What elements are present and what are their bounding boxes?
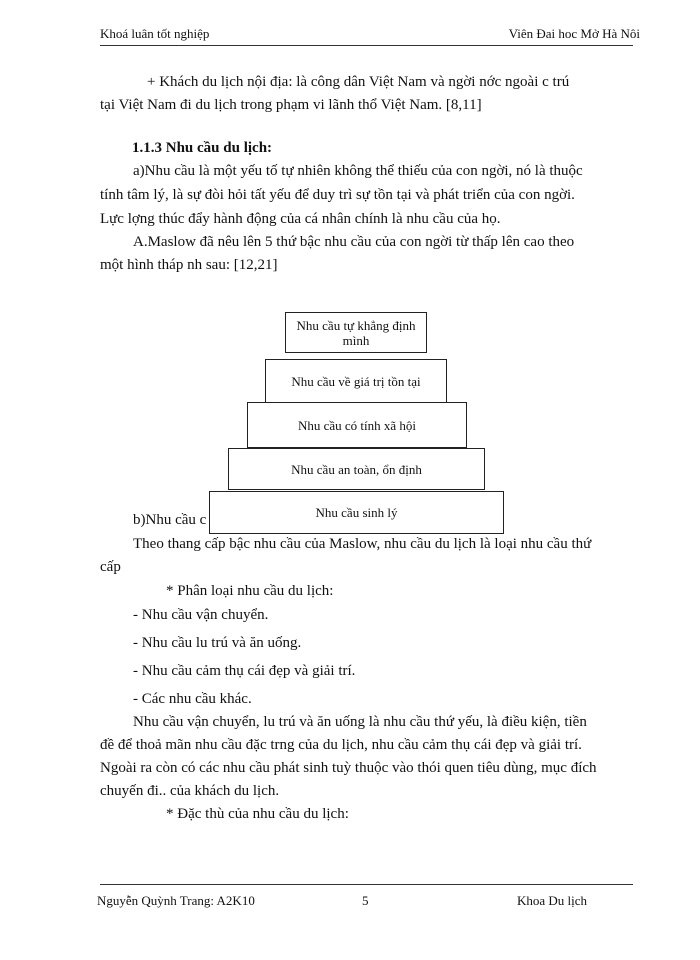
special-heading: * Đặc thù của nhu cầu du lịch: [166, 806, 349, 822]
pyramid-level-safety: Nhu cầu an toàn, ổn định [228, 448, 485, 490]
classify-heading: * Phân loại nhu cầu du lịch: [166, 583, 334, 599]
footer-rule [100, 884, 633, 885]
para-c-line-1: Nhu cầu vận chuyển, lu trú và ăn uống là nhu cầu thứ yếu, là điều kiện, tiền [133, 714, 587, 730]
header-right: Viên Đai hoc Mở Hà Nôi [508, 26, 640, 41]
pyramid-level-physiological: Nhu cầu sinh lý [209, 491, 504, 534]
para-a-line-1: a)Nhu cầu là một yếu tố tự nhiên không thể thiếu của con ngời, nó là thuộc [133, 163, 583, 179]
para-c-line-3: Ngoài ra còn có các nhu cầu phát sinh tuỳ thuộc vào thói quen tiêu dùng, mục đích [100, 760, 597, 776]
footer-author: Nguyễn Quỳnh Trang: A2K10 [97, 893, 255, 908]
need-item-3: - Nhu cầu cảm thụ cái đẹp và giải trí. [133, 663, 356, 679]
para-c-line-4: chuyến đi.. của khách du lịch. [100, 783, 280, 799]
need-item-2: - Nhu cầu lu trú và ăn uống. [133, 635, 302, 651]
para-a-line-2: tính tâm lý, là sự đòi hỏi tất yếu để duy trì sự tồn tại và phát triển của con ngời. [100, 187, 575, 203]
para-b-line-1: b)Nhu cầu c [133, 512, 207, 528]
need-item-1: - Nhu cầu vận chuyển. [133, 607, 269, 623]
para-c-line-2: đề để thoả mãn nhu cầu đặc trng của du lịch, nhu cầu cảm thụ cái đẹp và giải trí. [100, 737, 582, 753]
header-rule [100, 45, 633, 46]
para-maslow-line-2: một hình tháp nh sau: [12,21] [100, 257, 278, 273]
pyramid-level-social: Nhu cầu có tính xã hội [247, 402, 467, 448]
header-left: Khoá luân tốt nghiệp [100, 26, 210, 41]
para-maslow-line-1: A.Maslow đã nêu lên 5 thứ bậc nhu cầu của con ngời từ thấp lên cao theo [133, 234, 575, 250]
need-item-4: - Các nhu cầu khác. [133, 691, 252, 707]
footer-page-number: 5 [362, 893, 369, 908]
para-b-line-3: cấp [100, 559, 121, 575]
pyramid-level-esteem: Nhu cầu về giá trị tồn tại [265, 359, 447, 404]
para-a-line-3: Lực lợng thúc đẩy hành động của cá nhân chính là nhu cầu của họ. [100, 211, 501, 227]
section-heading: 1.1.3 Nhu cầu du lịch: [132, 140, 273, 156]
pyramid-level-self-actualization: Nhu cầu tự khẳng định mình [285, 312, 427, 353]
bullet-plus-line-1: + Khách du lịch nội địa: là công dân Việt Nam và ngời nớc ngoài c trú [147, 74, 570, 90]
footer-faculty: Khoa Du lịch [517, 893, 588, 908]
para-b-line-2: Theo thang cấp bậc nhu cầu của Maslow, nhu cầu du lịch là loại nhu cầu thứ [133, 536, 592, 552]
bullet-plus-line-2: tại Việt Nam đi du lịch trong phạm vi lãnh thổ Việt Nam. [8,11] [100, 97, 482, 113]
